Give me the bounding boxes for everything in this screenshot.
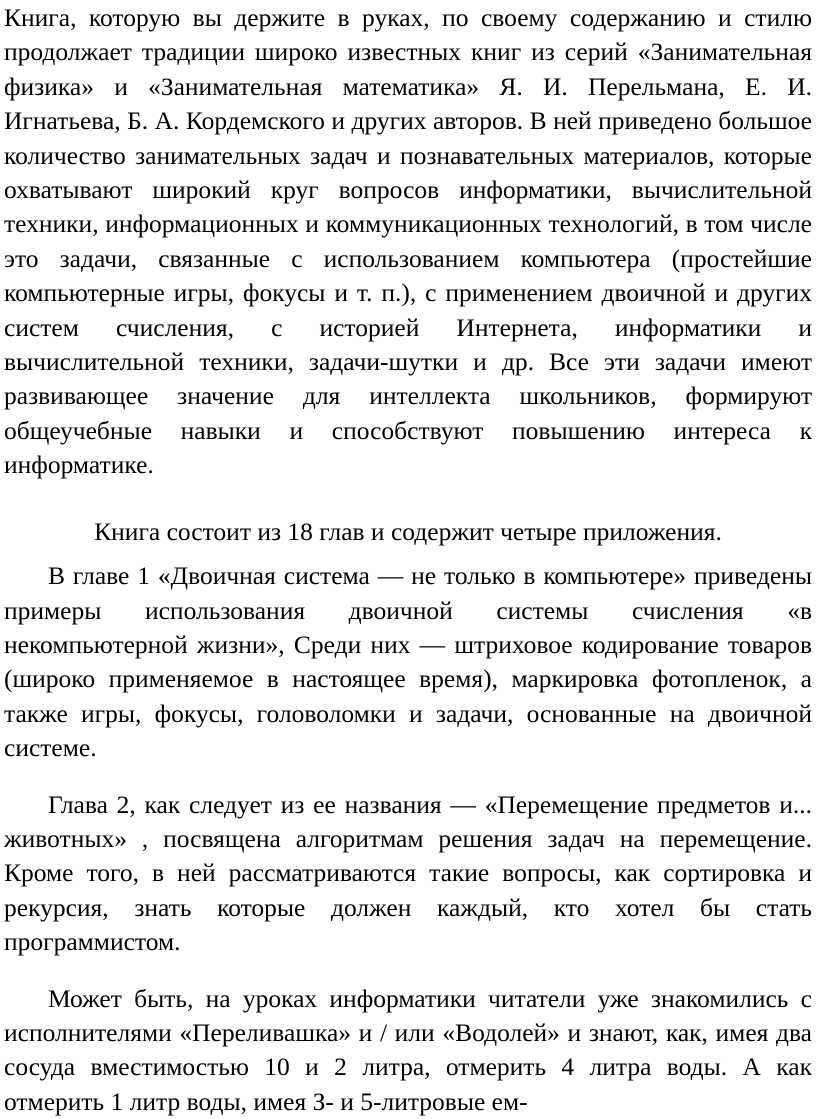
water-puzzle-paragraph: Может быть, на уроках информатики читатели уже знакомились с исполнителями «Переливашка» и / или «Водолей» и знают, как, имея два сосуда вместимостью 10 и 2 литра, отмерить 4 литра воды. А как отмерить 1 литр воды, имея З- и 5-литровые ем-: [4, 983, 812, 1116]
chapter-1-paragraph: В главе 1 «Двоичная система — не только в компьютере» приведены примеры использования двоичной системы счисления «в некомпьютерной жизни», Среди них — штриховое кодирование товаров (широко применяемое в настоящее время), маркировка фотопленок, а также игры, фокусы, головоломки и задачи, основанные на двоичной системе.: [4, 561, 812, 763]
chapter-2-paragraph: Глава 2, как следует из ее названия — «Перемещение предметов и... животных» , посвящена алгоритмам решения задач на перемещение. Кроме того, в ней рассматриваются такие вопросы, как сортировка и рекурсия, знать которые должен каждый, кто хотел бы стать программистом.: [4, 789, 812, 957]
document-page: [4, 0, 812, 1119]
structure-summary: Книга состоит из 18 глав и содержит четыре приложения.: [94, 516, 722, 546]
intro-paragraph: Книга, которую вы держите в руках, по своему содержанию и стилю продолжает традиции широко известных книг из серий «Занимательная физика» и «Занимательная математика» Я. И. Перельмана, Е. И. Игнатьева, Б. А. Кордемского и других авторов. В ней приведено большое количество занимательных задач и познавательных материалов, которые охватывают широкий круг вопросов информатики, вычислительной техники, информационных и коммуникационных технологий, в том числе это задачи, связанные с использованием компьютера (простейшие компьютерные игры, фокусы и т. п.), с применением двоичной и других систем счисления, с историей Интернета, информатики и вычислительной техники, задачи-шутки и др. Все эти задачи имеют развивающее значение для интеллекта школьников, формируют общеучебные навыки и способствуют повышению интереса к информатике.: [4, 3, 812, 480]
